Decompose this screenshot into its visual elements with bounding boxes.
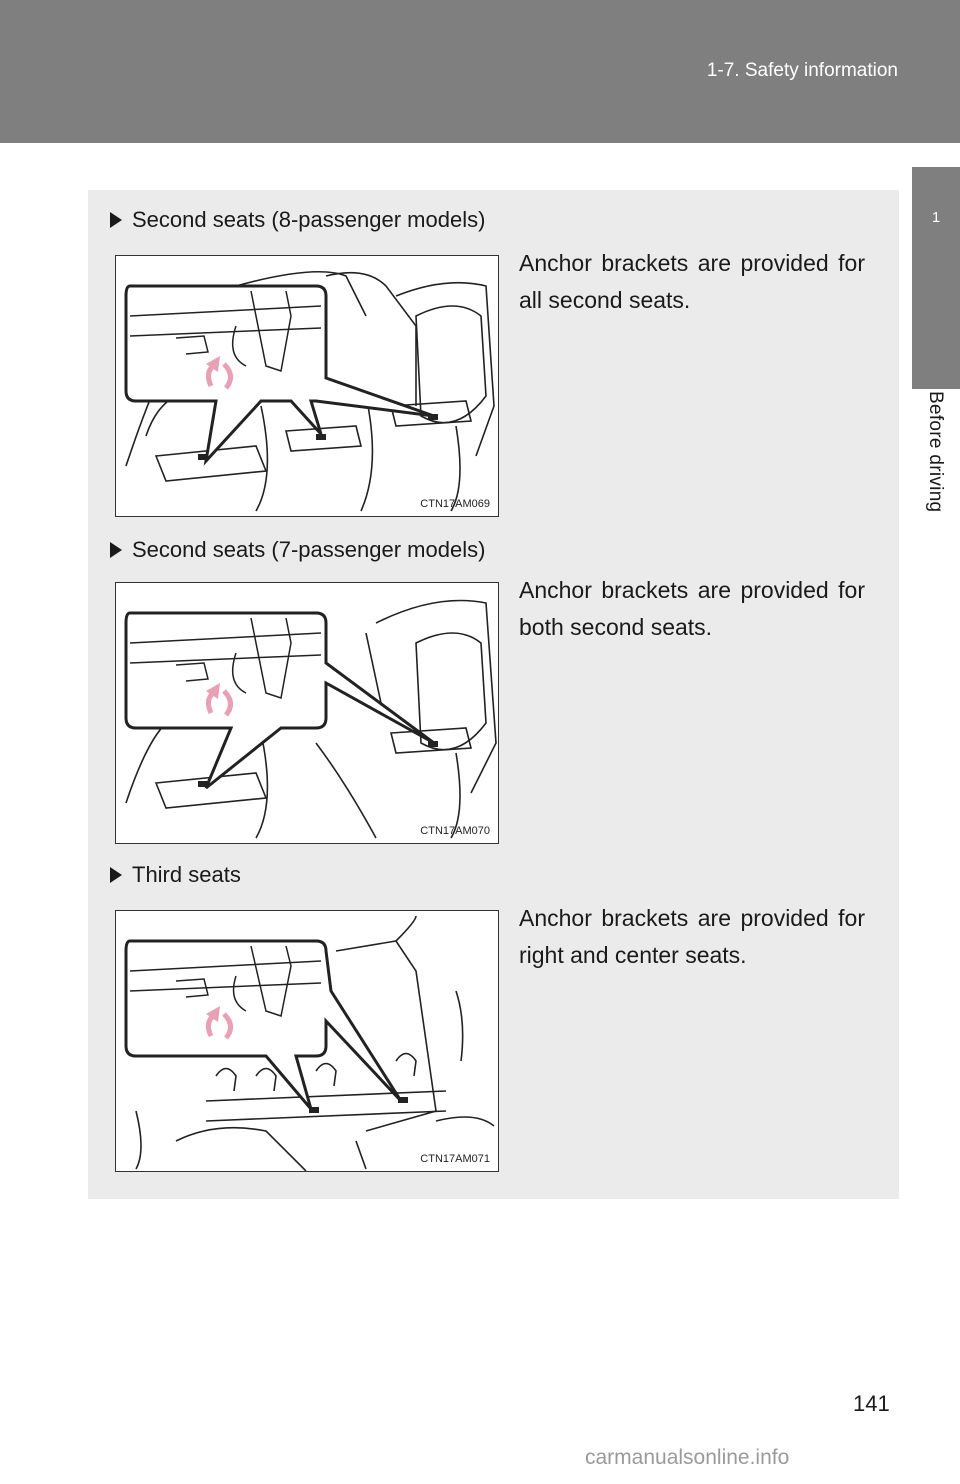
figure-7-passenger	[115, 582, 499, 844]
page-number: 141	[853, 1391, 890, 1416]
chapter-label: Before driving	[925, 391, 946, 513]
seat-illustration-third-seats	[116, 911, 498, 1171]
section-description: Anchor brackets are provided for right and center seats.	[519, 905, 865, 968]
chapter-tab	[912, 167, 960, 389]
figure-third-seats	[115, 910, 499, 1172]
bullet-arrow-icon	[110, 212, 122, 228]
chapter-number: 1	[931, 209, 941, 226]
figure-code: CTN17AM069	[420, 498, 490, 510]
seat-illustration-7-passenger	[116, 583, 498, 843]
figure-8-passenger	[115, 255, 499, 517]
section-title-third-seats: Third seats	[110, 862, 241, 888]
chapter-label-tab	[912, 389, 960, 569]
watermark: carmanualsonline.info	[585, 1446, 790, 1469]
bullet-arrow-icon	[110, 867, 122, 883]
bullet-arrow-icon	[110, 542, 122, 558]
seat-illustration-8-passenger	[116, 256, 498, 516]
section-title-8-passenger: Second seats (8-passenger models)	[110, 207, 485, 233]
content-panel	[88, 190, 899, 1199]
section-title-7-passenger: Second seats (7-passenger models)	[110, 537, 485, 563]
page-header	[0, 0, 960, 143]
figure-code: CTN17AM070	[420, 825, 490, 837]
section-heading: 1-7. Safety information	[706, 60, 898, 81]
figure-code: CTN17AM071	[420, 1153, 490, 1165]
section-description: Anchor brackets are provided for both second seats.	[519, 577, 865, 640]
section-description: Anchor brackets are provided for all second seats.	[519, 250, 865, 313]
